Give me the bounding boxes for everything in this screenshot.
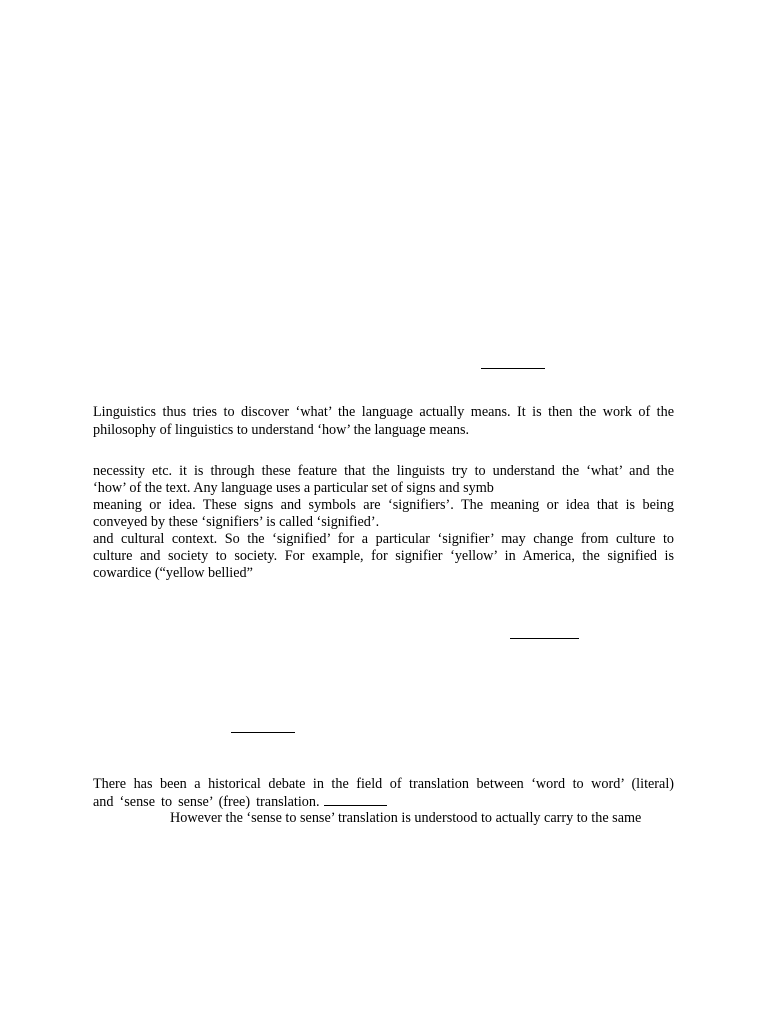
para2-line-4: conveyed by these ‘signifiers’ is called ‘signified’. (93, 514, 380, 530)
para3-line-2-text: and ‘sense to sense’ (free) translation. (93, 794, 320, 810)
para3-line-2 (93, 793, 674, 811)
redacted-blank-3 (231, 732, 295, 733)
para2-line-3: meaning or idea. These signs and symbols are ‘signifiers’. The meaning or idea that is being (93, 497, 674, 513)
redacted-blank-2 (510, 638, 579, 639)
para1-line-2: philosophy of linguistics to understand ‘how’ the language means. (93, 422, 470, 438)
para2-line-1: necessity etc. it is through these feature that the linguists try to understand the ‘what’ and the (93, 463, 674, 479)
para3-line-1: There has been a historical debate in the field of translation between ‘word to word’ (literal) (93, 776, 674, 792)
para2-line-7: cowardice (“yellow bellied” (93, 565, 253, 581)
para2-line-6: culture and society to society. For example, for signifier ‘yellow’ in America, the signified is (93, 548, 674, 564)
para3-line-3: However the ‘sense to sense’ translation is understood to actually carry to the same (170, 810, 642, 826)
para1-line-1: Linguistics thus tries to discover ‘what’ the language actually means. It is then the work of the (93, 404, 674, 420)
para2-line-2: ‘how’ of the text. Any language uses a particular set of signs and symb (93, 480, 494, 496)
redacted-blank-4 (324, 793, 387, 806)
redacted-blank-1 (481, 368, 545, 369)
para2-line-5: and cultural context. So the ‘signified’ for a particular ‘signifier’ may change from culture to (93, 531, 674, 547)
